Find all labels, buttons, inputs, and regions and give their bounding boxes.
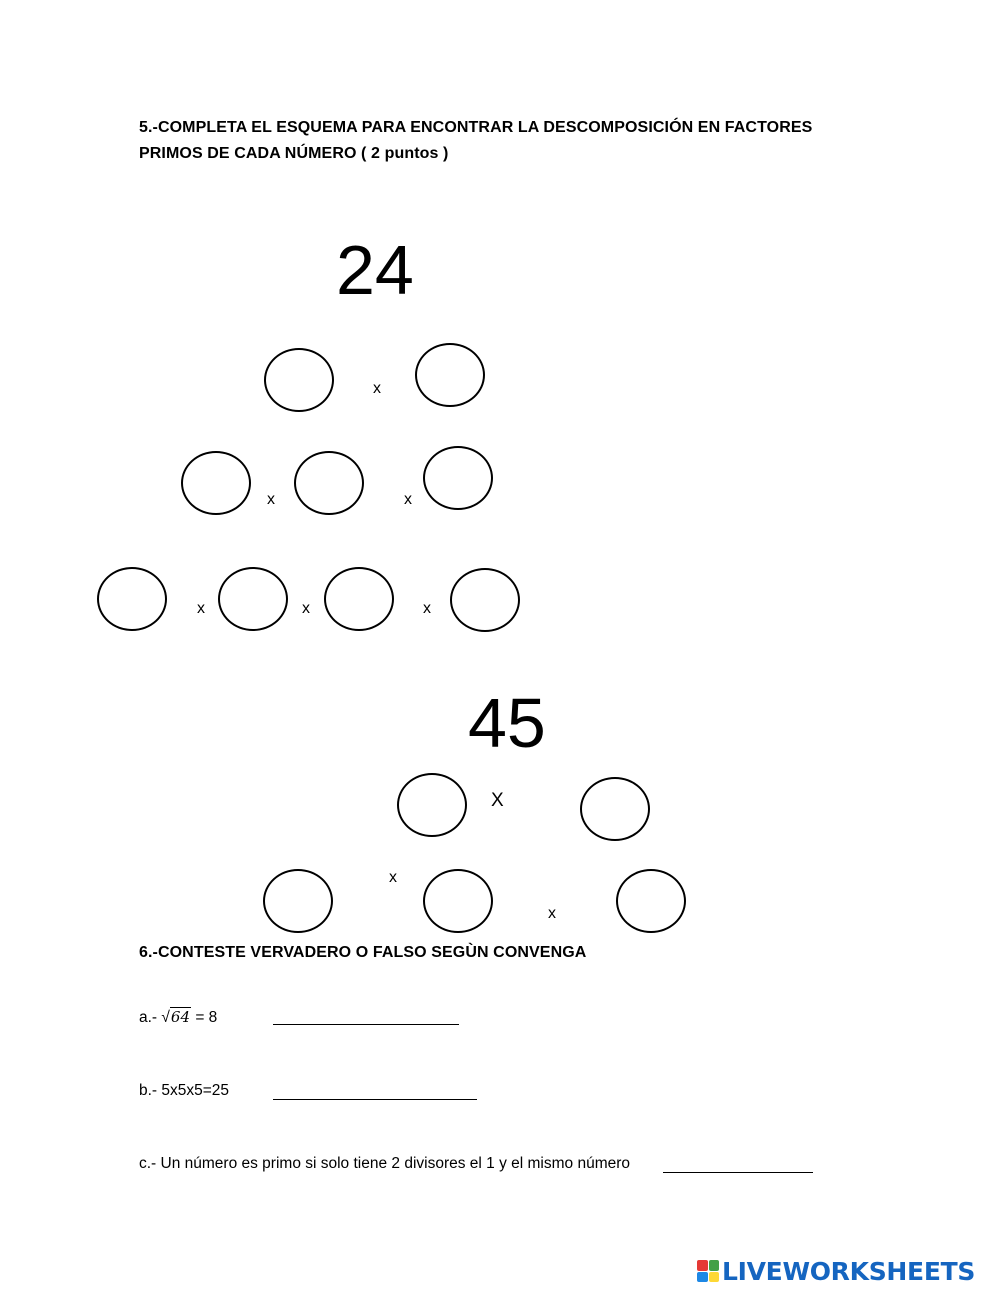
- question6-title: 6.-CONTESTE VERVADERO O FALSO SEGÙN CONVENGA: [139, 944, 587, 961]
- statement-b: b.- 5x5x5=25: [139, 1082, 230, 1099]
- number-45: 45: [468, 684, 546, 762]
- statement-a-prefix: a.-: [139, 1009, 162, 1026]
- question5-title-line2: PRIMOS DE CADA NÚMERO ( 2 puntos ): [139, 145, 449, 162]
- statement-c: c.- Un número es primo si solo tiene 2 divisores el 1 y el mismo número: [139, 1155, 631, 1172]
- statement-a-suffix: = 8: [191, 1009, 218, 1026]
- factor-circle-45-r2-c[interactable]: [616, 869, 686, 933]
- square-root: [161, 1007, 191, 1028]
- radical-sign-icon: √: [161, 1009, 170, 1026]
- factor-circle-24-r3-a[interactable]: [97, 567, 167, 631]
- logo-square: [709, 1272, 720, 1283]
- answer-blank-b[interactable]: [273, 1099, 477, 1100]
- liveworksheets-brand: [697, 1256, 975, 1286]
- factor-circle-24-r3-c[interactable]: [324, 567, 394, 631]
- factor-circle-45-r1-a[interactable]: [397, 773, 467, 837]
- times-sign: x: [389, 869, 397, 886]
- factor-circle-24-r2-c[interactable]: [423, 446, 493, 510]
- factor-circle-24-r3-d[interactable]: [450, 568, 520, 632]
- answer-blank-c[interactable]: [663, 1172, 813, 1173]
- factor-circle-24-r1-a[interactable]: [264, 348, 334, 412]
- statement-a: [139, 1007, 217, 1028]
- factor-circle-24-r2-a[interactable]: [181, 451, 251, 515]
- factor-circle-24-r2-b[interactable]: [294, 451, 364, 515]
- times-sign: x: [404, 491, 412, 508]
- brand-name: LIVEWORKSHEETS: [722, 1256, 976, 1286]
- logo-square: [709, 1260, 720, 1271]
- factor-circle-24-r3-b[interactable]: [218, 567, 288, 631]
- answer-blank-a[interactable]: [273, 1024, 459, 1025]
- factor-circle-45-r2-b[interactable]: [423, 869, 493, 933]
- times-sign: x: [548, 905, 556, 922]
- times-sign: X: [491, 790, 504, 811]
- times-sign: x: [302, 600, 310, 617]
- times-sign: x: [267, 491, 275, 508]
- times-sign: x: [423, 600, 431, 617]
- logo-square: [697, 1260, 708, 1271]
- times-sign: x: [373, 380, 381, 397]
- number-24: 24: [336, 231, 414, 309]
- factor-circle-24-r1-b[interactable]: [415, 343, 485, 407]
- radicand: 64: [170, 1008, 191, 1026]
- liveworksheets-logo-icon: [697, 1260, 719, 1282]
- factor-circle-45-r2-a[interactable]: [263, 869, 333, 933]
- logo-square: [697, 1272, 708, 1283]
- times-sign: x: [197, 600, 205, 617]
- factor-circle-45-r1-b[interactable]: [580, 777, 650, 841]
- question5-title-line1: 5.-COMPLETA EL ESQUEMA PARA ENCONTRAR LA DESCOMPOSICIÓN EN FACTORES: [139, 119, 813, 136]
